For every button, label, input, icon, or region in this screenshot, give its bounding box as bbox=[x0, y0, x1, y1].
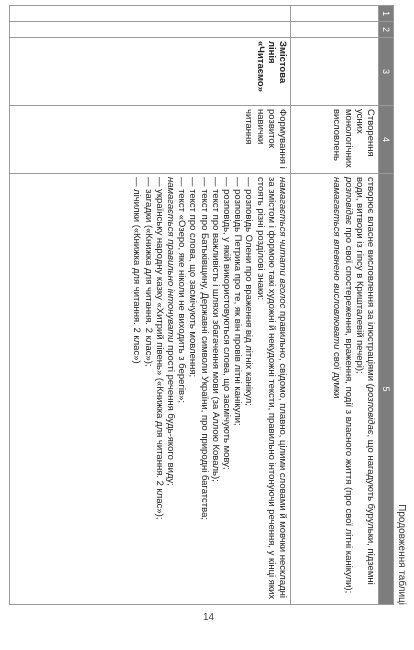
continuation-label: Продовження таблиці bbox=[396, 504, 407, 605]
line-emphasis: намагається правильно інтонувати bbox=[164, 177, 176, 343]
line-text: — розповідь Петрика про те, як він провів літні канікули; bbox=[232, 177, 244, 426]
line-text: — текст про Батьківщину, Державні символи України, про природні багатства; bbox=[198, 177, 210, 520]
cell-line bbox=[210, 177, 221, 601]
cell-line bbox=[254, 177, 288, 601]
cell-col5 bbox=[291, 174, 379, 605]
column-header: 3 bbox=[379, 38, 394, 106]
line-text: створює власне висловлення за ілюстраціями ( bbox=[365, 177, 376, 387]
line-text: — лічилки («Книжка для читання. 2 клас») bbox=[131, 177, 143, 364]
line-text: — розповідь, у якій використовуються слова, що засмічують мову; bbox=[220, 177, 232, 470]
cell-line bbox=[342, 177, 353, 601]
cell-col2 bbox=[10, 22, 291, 38]
cell-line bbox=[131, 177, 142, 601]
page-number: 14 bbox=[203, 612, 215, 623]
cell-line bbox=[354, 177, 376, 601]
column-header: 4 bbox=[379, 106, 394, 174]
cell-line bbox=[165, 177, 176, 601]
table-row bbox=[10, 6, 291, 605]
line-emphasis: розповідає bbox=[365, 386, 376, 435]
cell-col3: Змістова лінія «Читаємо» bbox=[10, 38, 291, 106]
line-emphasis: намагається впевнено висловлювати bbox=[331, 177, 343, 350]
line-emphasis: намагається читати вголос bbox=[277, 177, 288, 309]
rotated-page bbox=[7, 5, 407, 605]
cell-line bbox=[187, 177, 198, 601]
cell-col1 bbox=[10, 6, 291, 22]
line-text: — текст про слова, що засмічують мовлення; bbox=[187, 177, 199, 378]
line-emphasis: розповідає bbox=[342, 177, 354, 225]
cell-line bbox=[154, 177, 165, 601]
line-text: — розповідь Олени про враження від літніх канікул; bbox=[243, 177, 255, 406]
column-header: 5 bbox=[379, 174, 394, 605]
column-header: 2 bbox=[379, 22, 394, 38]
cell-col3 bbox=[291, 38, 379, 106]
cell-col2 bbox=[291, 22, 379, 38]
line-text: , що нагадують бурульки, підземні води, витвори із гіпсу в Кришталевій печері); bbox=[353, 177, 376, 585]
line-text: свої думки bbox=[331, 349, 343, 399]
cell-line bbox=[232, 177, 243, 601]
cell-col4: Створення усних монологічних висловлень bbox=[291, 106, 379, 174]
line-text: правильно, свідомо, плавно, цілими словами й мовчки нескладні за змістом і формою такі художні й некудожні тексти, правильно інтонуючи речення, у кінці яких стоять різні розділові знаки: bbox=[254, 177, 288, 600]
cell-line bbox=[243, 177, 254, 601]
line-text: — українську народну казку «Хитрий півень» («Книжка для читання. 2 клас»); bbox=[153, 177, 165, 520]
line-text: — текст «Озеро, яке ніколи не виходить з берегів»; bbox=[176, 177, 188, 403]
cell-line bbox=[198, 177, 209, 601]
cell-col4: Формування і розвиток навички читання bbox=[10, 106, 291, 174]
cell-line bbox=[221, 177, 232, 601]
table-area bbox=[7, 5, 407, 605]
cell-line bbox=[331, 177, 342, 601]
cell-line bbox=[176, 177, 187, 601]
column-header: 1 bbox=[379, 6, 394, 22]
curriculum-table bbox=[9, 5, 394, 605]
line-text: — текст про важливість і шляхи збагачення мови (за Аллою Коваль); bbox=[209, 177, 221, 482]
cell-col5 bbox=[10, 174, 291, 605]
line-text: прості речення будь-якого виду; bbox=[164, 342, 176, 486]
cell-col1 bbox=[291, 6, 379, 22]
line-text: — загадки («Книжка для читання. 2 клас»); bbox=[142, 177, 154, 367]
line-text: про свої спостереження, враження, події з власного життя (про свої літні канікули); bbox=[342, 224, 354, 594]
table-header-row bbox=[379, 6, 394, 605]
table-row bbox=[291, 6, 379, 605]
cell-line bbox=[142, 177, 153, 601]
